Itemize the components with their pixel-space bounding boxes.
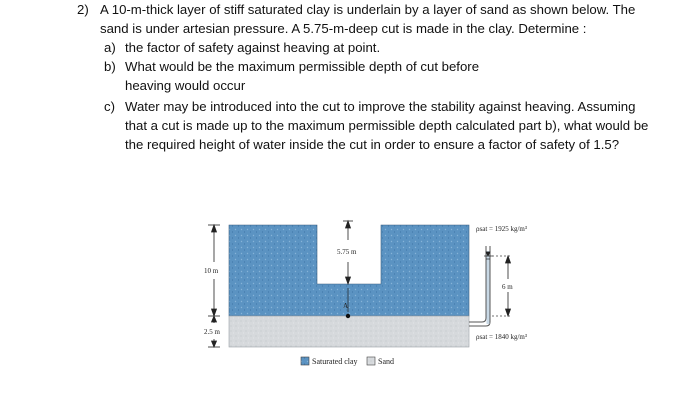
clay-layer [229, 225, 469, 316]
sand-density-label: ρsat = 1840 kg/m³ [476, 333, 527, 341]
legend-clay-label: Saturated clay [312, 357, 358, 366]
part-c-line-3: the required height of water inside the cut in order to ensure a factor of safety of 1.5? [125, 137, 620, 152]
part-b-line-1: What would be the maximum permissible depth of cut before [125, 59, 480, 74]
legend-clay-swatch [301, 357, 309, 365]
intro-line-2: sand is under artesian pressure. A 5.75-m-deep cut is made in the clay. Determine : [100, 21, 587, 36]
cut-depth-label: 5.75 m [337, 248, 357, 256]
problem-number: 2) [77, 2, 89, 17]
part-a-text: the factor of safety against heaving at point. [125, 40, 381, 55]
intro-line-1: A 10-m-thick layer of stiff saturated clay is underlain by a layer of sand as shown below. The [100, 2, 636, 17]
point-a-marker [346, 314, 350, 318]
part-c-line-1: Water may be introduced into the cut to improve the stability against heaving. Assuming [125, 99, 636, 114]
sand-layer [229, 316, 469, 347]
clay-density-label: ρsat = 1925 kg/m³ [476, 225, 527, 233]
part-a-label: a) [104, 40, 116, 55]
part-c-label: c) [104, 99, 115, 114]
piezometer-water [487, 251, 490, 324]
part-c-line-2: that a cut is made up to the maximum permissible depth calculated part b), what would be [125, 118, 649, 133]
sand-thickness-label: 2.5 m [204, 328, 220, 336]
point-a-label: A [343, 302, 349, 310]
piezometric-head-label: 6 m [502, 283, 513, 291]
part-b-label: b) [104, 59, 116, 74]
legend-sand-swatch [367, 357, 375, 365]
clay-thickness-label: 10 m [204, 267, 219, 275]
part-b-line-2: heaving would occur [125, 78, 246, 93]
legend-sand-label: Sand [378, 357, 394, 366]
